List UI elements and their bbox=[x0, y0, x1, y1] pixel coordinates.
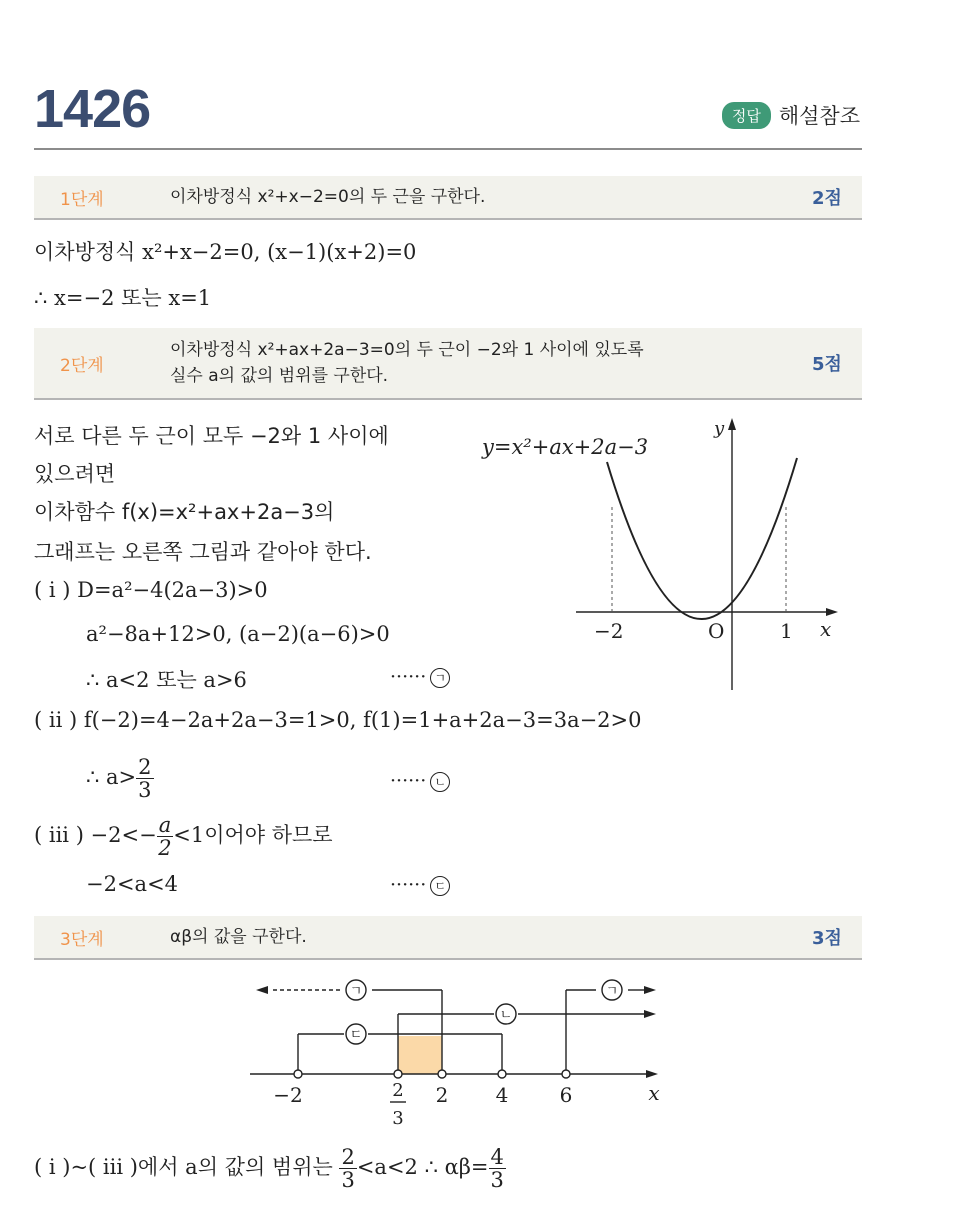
fraction-four-thirds bbox=[489, 1146, 506, 1191]
step-1-label: 1단계 bbox=[60, 189, 104, 210]
bracket-1-right-arrow bbox=[644, 986, 656, 994]
marker-1-right-label: ㄱ bbox=[605, 984, 619, 999]
parabola-curve bbox=[607, 458, 797, 619]
fraction-a-over-2 bbox=[157, 814, 174, 859]
case-1-line-2: a²−8a+12>0, (a−2)(a−6)>0 bbox=[86, 622, 390, 646]
point-6 bbox=[562, 1070, 570, 1078]
y-axis-label: y bbox=[714, 418, 725, 439]
step-2-desc bbox=[170, 337, 792, 389]
marker-2-label: ㄴ bbox=[499, 1008, 513, 1023]
case-3-suffix: <1이어야 하므로 bbox=[173, 823, 333, 847]
step-1-line-1: 이차방정식 x²+x−2=0, (x−1)(x+2)=0 bbox=[34, 240, 417, 264]
tag-2-dots: ······ bbox=[390, 770, 427, 792]
step-2-line-2: 있으려면 bbox=[34, 462, 116, 486]
answer-tag bbox=[722, 100, 860, 130]
tick-label-6: 6 bbox=[559, 1083, 573, 1107]
number-line-diagram bbox=[240, 968, 680, 1138]
final-middle: <a<2 ∴ αβ= bbox=[356, 1155, 489, 1179]
tick-label-2: 2 bbox=[435, 1083, 449, 1107]
fraction-num: 2 bbox=[138, 755, 152, 779]
tag-3-dots: ······ bbox=[390, 874, 427, 896]
tag-2 bbox=[390, 770, 450, 792]
case-1-line-1: ( i ) D=a²−4(2a−3)>0 bbox=[34, 578, 268, 602]
header-divider bbox=[34, 148, 862, 150]
tick-label-neg2: −2 bbox=[273, 1083, 303, 1107]
step-1-points: 2점 bbox=[812, 188, 842, 209]
fraction-den: 3 bbox=[341, 1168, 355, 1192]
origin-label: O bbox=[708, 619, 725, 643]
step-3-points: 3점 bbox=[812, 928, 842, 949]
case-2-line-1: ( ii ) f(−2)=4−2a+2a−3=1>0, f(1)=1+a+2a−3=3a−2>0 bbox=[34, 708, 642, 732]
step-3-bar bbox=[34, 916, 862, 960]
step-2-bar bbox=[34, 328, 862, 400]
tick-label-frac-den: 3 bbox=[392, 1108, 404, 1129]
tag-2-marker: ㄴ bbox=[430, 772, 450, 792]
case-3-prefix: ( iii ) −2<− bbox=[34, 823, 157, 847]
case-3-line-1 bbox=[34, 814, 333, 859]
step-2-line-3: 이차함수 f(x)=x²+ax+2a−3의 bbox=[34, 500, 335, 524]
tag-1-marker: ㄱ bbox=[430, 668, 450, 688]
y-axis-arrow bbox=[728, 418, 736, 430]
x-axis-arrow bbox=[826, 608, 838, 616]
final-prefix: ( i )~( iii )에서 a의 값의 범위는 bbox=[34, 1155, 340, 1179]
point-neg2 bbox=[294, 1070, 302, 1078]
step-1-line-2: ∴ x=−2 또는 x=1 bbox=[34, 286, 212, 310]
step-2-points: 5점 bbox=[812, 354, 842, 375]
tag-1 bbox=[390, 666, 450, 688]
case-1-line-3: ∴ a<2 또는 a>6 bbox=[86, 668, 247, 692]
fraction-two-thirds-final bbox=[339, 1146, 356, 1191]
step-2-line-1: 서로 다른 두 근이 모두 −2와 1 사이에 bbox=[34, 424, 389, 448]
fraction-num: a bbox=[158, 813, 172, 837]
tag-3-marker: ㄷ bbox=[430, 876, 450, 896]
bracket-1-left-arrow bbox=[256, 986, 268, 994]
x-axis-label: x bbox=[820, 617, 832, 641]
answer-badge: 정답 bbox=[722, 102, 771, 129]
fraction-den: 2 bbox=[158, 836, 172, 860]
number-line-x-label: x bbox=[648, 1081, 660, 1105]
fraction-num: 2 bbox=[341, 1145, 355, 1169]
fraction-den: 3 bbox=[490, 1168, 504, 1192]
step-2-desc-line-1: 이차방정식 x²+ax+2a−3=0의 두 근이 −2와 1 사이에 있도록 bbox=[170, 340, 644, 360]
step-1-desc: 이차방정식 x²+x−2=0의 두 근을 구한다. bbox=[170, 187, 486, 207]
graph-equation: y=x²+ax+2a−3 bbox=[482, 435, 649, 459]
step-2-line-4: 그래프는 오른쪽 그림과 같아야 한다. bbox=[34, 540, 372, 564]
fraction-num: 4 bbox=[490, 1145, 504, 1169]
fraction-two-thirds bbox=[136, 756, 153, 801]
answer-text: 해설참조 bbox=[778, 104, 860, 128]
point-two-thirds bbox=[394, 1070, 402, 1078]
tag-1-dots: ······ bbox=[390, 666, 427, 688]
point-4 bbox=[498, 1070, 506, 1078]
step-3-label: 3단계 bbox=[60, 929, 104, 950]
marker-1-left-label: ㄱ bbox=[349, 984, 363, 999]
problem-number: 1426 bbox=[34, 79, 151, 139]
step-2-desc-line-2: 실수 a의 값의 범위를 구한다. bbox=[170, 366, 389, 386]
tag-3 bbox=[390, 874, 450, 896]
solution-range-highlight bbox=[398, 1036, 442, 1074]
number-line-arrow bbox=[646, 1070, 658, 1078]
parabola-graph bbox=[470, 410, 860, 700]
tick-label-frac-num: 2 bbox=[392, 1080, 404, 1101]
marker-3-label: ㄷ bbox=[349, 1028, 363, 1043]
step-1-bar bbox=[34, 176, 862, 220]
step-2-label: 2단계 bbox=[60, 355, 104, 376]
fraction-den: 3 bbox=[138, 778, 152, 802]
final-conclusion bbox=[34, 1146, 506, 1191]
tick-neg2: −2 bbox=[594, 619, 624, 643]
point-2 bbox=[438, 1070, 446, 1078]
bracket-2-arrow bbox=[644, 1010, 656, 1018]
case-2-prefix: ∴ a> bbox=[86, 765, 137, 789]
tick-1: 1 bbox=[780, 619, 793, 643]
step-3-desc: αβ의 값을 구한다. bbox=[170, 927, 307, 947]
case-2-line-2 bbox=[86, 756, 154, 801]
case-3-line-2: −2<a<4 bbox=[86, 872, 179, 896]
tick-label-4: 4 bbox=[495, 1083, 509, 1107]
